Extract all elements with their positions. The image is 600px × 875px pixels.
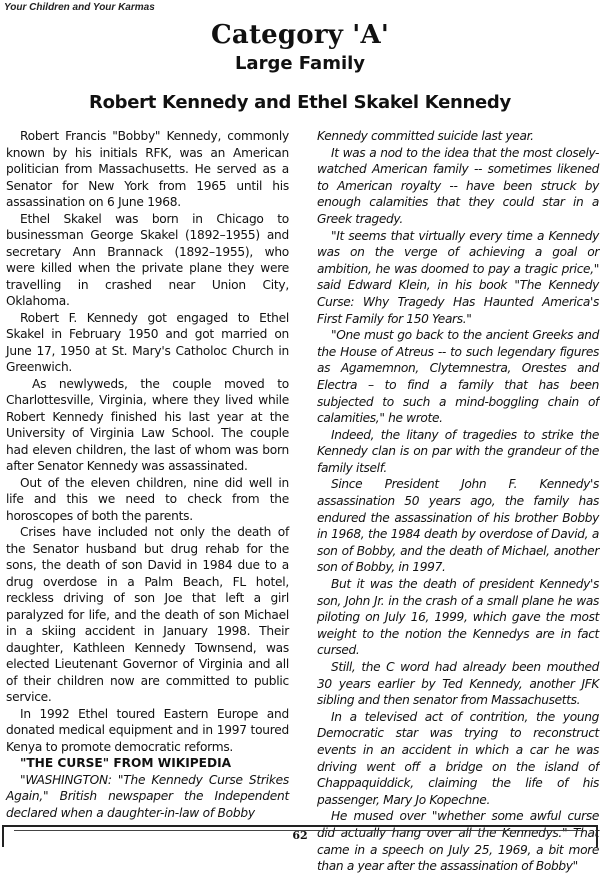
paragraph: As newlyweds, the couple moved to Charlottesville, Virginia, where they lived while Robert Kennedy finished his last year at the University of Virginia Law School. The couple had eleven children, the last of whom was born after Senator Kennedy was assassinated. [6, 376, 289, 473]
paragraph: Still, the C word had already been mouthed 30 years earlier by Ted Kennedy, another JFK sibling and then senator from Massachusetts. [317, 660, 599, 708]
article-title: Robert Kennedy and Ethel Skakel Kennedy [89, 92, 511, 113]
paragraph: "It seems that virtually every time a Kennedy was on the verge of achieving a goal or ambition, he was doomed to pay a tragic price," said Edward Klein, in his book "The Kennedy Curse: Why Tragedy Has Haunted America's First Family for 150 Years." [317, 228, 599, 326]
paragraph: Robert Francis "Bobby" Kennedy, commonly known by his initials RFK, was an American politician from Massachusetts. He served as a Senator for New York from 1965 until his assassination on 6 June 1968. [6, 129, 289, 209]
category-subtitle: Large Family [234, 53, 366, 74]
paragraph: Out of the eleven children, nine did well in life and this we need to check from the horoscopes of both the parents. [6, 475, 289, 523]
paragraph: Crises have included not only the death of the Senator husband but drug rehab for the sons, the death of son David in 1984 due to a drug overdose in a Palm Beach, FL hotel, reckless driving of son Joe that left a girl paralyzed for life, and the death of son Michael in a skiing accident in January 1998. Their daughter, Kathleen Kennedy Townsend, was elected Lieutenant Governor of Virginia and all of their children now are committed to public service. [6, 525, 289, 704]
paragraph: Indeed, the litany of tragedies to strike the Kennedy clan is on par with the grandeur of the family itself. [317, 427, 599, 475]
section-heading: "THE CURSE" FROM WIKIPEDIA [20, 756, 232, 770]
paragraph: Kennedy committed suicide last year. [317, 129, 534, 143]
page-number: 62 [292, 829, 308, 842]
paragraph: Since President John F. Kennedy's assassination 50 years ago, the family has endured the assassination of his brother Bobby in 1968, the 1984 death by overdose of David, a son of Bobby, and the death of Michael, another son of Bobby, in 1997. [317, 477, 599, 575]
paragraph: "WASHINGTON: "The Kennedy Curse Strikes Again," British newspaper the Independent declared when a daughter-in-law of Bobby [6, 772, 289, 820]
paragraph: Ethel Skakel was born in Chicago to businessman George Skakel (1892–1955) and secretary Ann Brannack (1892–1955), who were killed when the private plane they were travelling in crashed near Union City, Oklahoma. [6, 211, 289, 308]
running-head: Your Children and Your Karmas [4, 2, 155, 13]
right-column [317, 128, 599, 875]
category-title: Category 'A' [211, 20, 389, 50]
left-column [6, 128, 289, 821]
paragraph: "One must go back to the ancient Greeks and the House of Atreus -- to such legendary figures as Agamemnon, Clytemnestra, Orestes and Electra – to find a family that has been subjected to such a mind-boggling chain of calamities," he wrote. [317, 328, 599, 426]
paragraph: It was a nod to the idea that the most closely-watched American family -- sometimes likened to American royalty -- have been struck by enough calamities that they could star in a Greek tragedy. [317, 145, 599, 226]
paragraph: He mused over "whether some awful curse did actually hang over all the Kennedys." That came in a speech on July 25, 1969, a bit more than a year after the assassination of Bobby" [317, 809, 599, 874]
paragraph: In a televised act of contrition, the young Democratic star was trying to reconstruct events in an accident in which a car he was driving went off a bridge on the island of Chappaquiddick, claiming the life of his passenger, Mary Jo Kopechne. [317, 709, 599, 807]
paragraph: In 1992 Ethel toured Eastern Europe and donated medical equipment and in 1997 toured Kenya to promote democratic reforms. [6, 706, 289, 754]
paragraph: Robert F. Kennedy got engaged to Ethel Skakel in February 1950 and got married on June 17, 1950 at St. Mary's Catholoc Church in Greenwich. [6, 310, 289, 374]
paragraph: But it was the death of president Kennedy's son, John Jr. in the crash of a small plane he was piloting on July 16, 1999, which gave the most weight to the notion the Kennedys are in fact cursed. [317, 577, 599, 658]
